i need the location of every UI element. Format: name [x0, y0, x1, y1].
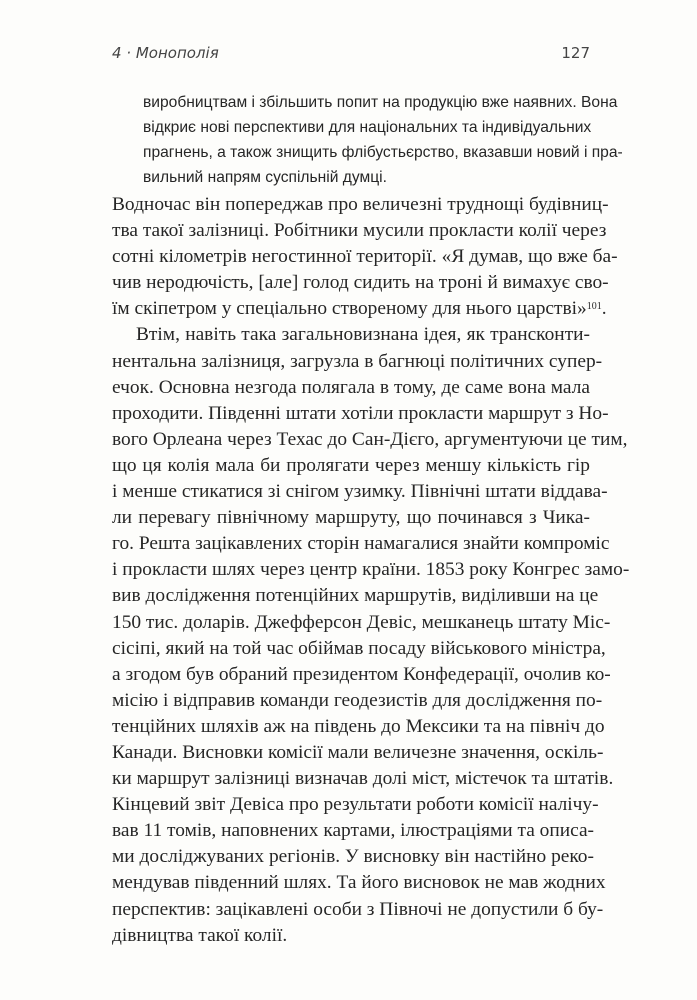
- text-line: а згодом був обраний президентом Конфедерації, очолив ко-: [112, 663, 611, 685]
- text-line: тва такої залізниці. Робітники мусили прокласти колії через: [112, 220, 607, 242]
- text-line: го. Решта зацікавлених сторін намагалися знайти компроміс: [112, 533, 610, 555]
- paragraph: [112, 192, 618, 296]
- text-line: Втім, навіть така загальновизнана ідея, як трансконти-: [136, 324, 590, 346]
- text-line: ли перевагу північному маршруту, що починався з Чика-: [112, 507, 590, 529]
- text-line: відкриє нові перспективи для національних та індивідуальних: [143, 119, 592, 136]
- text-line: сотні кілометрів негостинної території. «Я думав, що вже ба-: [112, 246, 618, 268]
- body-text: [112, 192, 630, 949]
- text-line: місію і відправив команди геодезистів для дослідження по-: [112, 689, 603, 711]
- text-line: дівництва такої колії.: [112, 924, 288, 946]
- footnote-ref[interactable]: 101: [586, 301, 602, 313]
- text-line: ечок. Основна незгода полягала в тому, де саме вона мала: [112, 376, 590, 398]
- text-line: і менше стикатися зі снігом узимку. Північні штати віддава-: [112, 481, 608, 503]
- paragraph: [112, 322, 630, 948]
- text-line: [112, 296, 607, 322]
- text-line: вив дослідження потенційних маршрутів, виділивши на це: [112, 585, 599, 607]
- text-line: перспектив: зацікавлені особи з Півночі не допустили б бу-: [112, 898, 604, 920]
- text-line: чив неродючість, [але] голод сидить на троні й вимахує сво-: [112, 272, 609, 294]
- text-line: ки маршрут залізниці визначав долі міст, містечок та штатів.: [112, 768, 614, 790]
- text-line: 150 тис. доларів. Джефферсон Девіс, мешканець штату Міс-: [112, 611, 611, 633]
- page-number: 127: [561, 44, 590, 62]
- text-line-part: .: [601, 298, 607, 320]
- text-line: Канади. Висновки комісії мали величезне значення, оскіль-: [112, 741, 604, 763]
- text-line: тенційних шляхів аж на південь до Мексики та на північ до: [112, 715, 605, 737]
- text-line: сісіпі, який на той час обіймав посаду військового міністра,: [112, 637, 606, 659]
- running-header: [112, 44, 590, 62]
- block-quote: [143, 90, 623, 190]
- text-line: мендував південний шлях. Та його висновок не мав жодних: [112, 872, 606, 894]
- text-line: вильний напрям суспільній думці.: [143, 169, 387, 186]
- text-line: нентальна залізниця, загрузла в багнюці політичних супер-: [112, 350, 603, 372]
- text-line: прагнень, а також знищить флібустьєрство, вказавши новий і пра-: [143, 144, 623, 161]
- text-line: вав 11 томів, наповнених картами, ілюстраціями та описа-: [112, 820, 595, 842]
- chapter-title: 4 · Монополія: [112, 44, 219, 62]
- text-line: і прокласти шлях через центр країни. 1853 року Конгрес замо-: [112, 559, 630, 581]
- text-line: Водночас він попереджав про величезні труднощі будівниц-: [112, 194, 609, 215]
- text-line: Кінцевий звіт Девіса про результати роботи комісії налічу-: [112, 794, 599, 816]
- text-line: вого Орлеана через Техас до Сан-Дієго, аргументуючи це тим,: [112, 428, 628, 450]
- text-line: виробництвам і збільшить попит на продукцію вже наявних. Вона: [143, 94, 618, 111]
- text-line-part: їм скіпетром у спеціально створеному для нього царстві»: [112, 298, 587, 320]
- text-line: проходити. Південні штати хотіли прокласти маршрут з Но-: [112, 402, 609, 424]
- text-line: ми досліджуваних регіонів. У висновку він настійно реко-: [112, 846, 594, 868]
- text-line: що ця колія мала би пролягати через меншу кількість гір: [112, 454, 590, 476]
